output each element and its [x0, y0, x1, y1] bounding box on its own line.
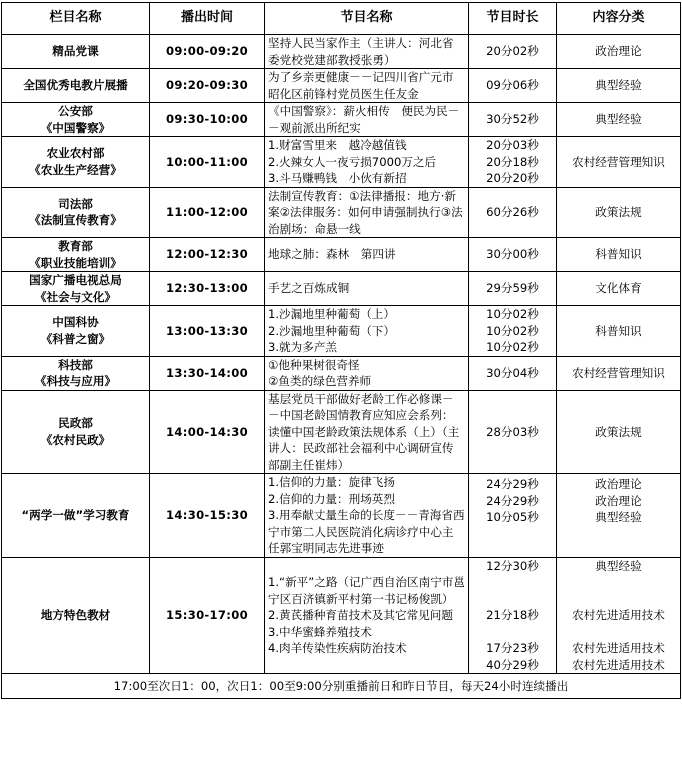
program-name: 3.就为多产羔	[268, 340, 338, 354]
duration-cell	[469, 306, 557, 357]
broadcast-time: 14:30-15:30	[150, 474, 265, 558]
column-name: 精品党课	[52, 44, 99, 59]
duration-cell	[469, 356, 557, 390]
duration: 29分59秒	[486, 281, 539, 296]
program-cell	[265, 69, 469, 103]
category: 农村经营管理知识	[572, 365, 665, 380]
column-subtitle: 《中国警察》	[40, 120, 111, 135]
program-cell	[265, 306, 469, 357]
category: 政策法规	[595, 424, 642, 439]
program-cell	[265, 272, 469, 306]
broadcast-time: 12:30-13:00	[150, 272, 265, 306]
duration-cell	[469, 272, 557, 306]
program-cell	[265, 238, 469, 272]
duration-cell	[469, 187, 557, 238]
column-name-cell	[2, 356, 150, 390]
duration: 20分18秒	[486, 154, 539, 169]
program-name: 3.中华蜜蜂养殖技术	[268, 624, 372, 639]
spacer	[472, 624, 553, 641]
column-name: 国家广播电视总局	[29, 273, 122, 287]
category-cell	[557, 103, 681, 137]
program-name: ①他种果树很奇怪	[268, 357, 360, 372]
broadcast-time: 13:00-13:30	[150, 306, 265, 357]
column-subtitle: 《科普之窗》	[40, 331, 111, 346]
column-name: 全国优秀电教片展播	[23, 78, 128, 93]
column-name-cell	[2, 137, 150, 188]
duration: 30分00秒	[486, 247, 539, 262]
column-name-cell	[2, 35, 150, 69]
category: 政策法规	[595, 205, 642, 219]
table-row	[2, 35, 681, 69]
program-name: 为了乡亲更健康－－记四川省广元市昭化区前锋村党员医生任友金	[268, 70, 454, 101]
broadcast-time: 09:00-09:20	[150, 35, 265, 69]
category: 政治理论	[595, 44, 642, 59]
category-cell	[557, 69, 681, 103]
column-name-cell	[2, 557, 150, 674]
duration: 20分20秒	[486, 171, 539, 185]
duration: 60分26秒	[486, 205, 539, 219]
duration: 28分03秒	[486, 424, 539, 439]
program-name: 1.沙漏地里种葡萄（上）	[268, 307, 395, 321]
program-name: 2.火辣女人一夜亏损7000万之后	[268, 154, 437, 169]
duration: 09分06秒	[486, 78, 539, 93]
broadcast-time: 11:00-12:00	[150, 187, 265, 238]
program-name: 法制宣传教育：①法律播报：地方·新案②法律服务：如何申请强制执行③法治剧场：命悬一线	[268, 188, 463, 236]
category-cell	[557, 356, 681, 390]
category: 典型经验	[595, 510, 642, 524]
broadcast-time: 15:30-17:00	[150, 557, 265, 674]
program-name: 1.财富雪里来 越冷越值钱	[268, 138, 407, 152]
program-name: 4.肉羊传染性疾病防治技术	[268, 641, 407, 655]
table-row	[2, 272, 681, 306]
category: 科普知识	[595, 323, 642, 338]
column-name-cell	[2, 474, 150, 558]
broadcast-schedule-table	[1, 2, 681, 699]
program-cell	[265, 187, 469, 238]
broadcast-time: 09:20-09:30	[150, 69, 265, 103]
duration-cell	[469, 390, 557, 474]
column-subtitle: 《社会与文化》	[34, 289, 117, 304]
category: 农村先进适用技术	[572, 641, 665, 655]
category: 农村先进适用技术	[572, 608, 665, 622]
category: 政治理论	[595, 493, 642, 508]
duration: 20分03秒	[486, 138, 539, 152]
header-program-name: 节目名称	[265, 3, 469, 35]
column-name: 司法部	[58, 196, 93, 211]
duration: 30分04秒	[486, 365, 539, 380]
duration: 30分52秒	[486, 112, 539, 127]
broadcast-time: 14:00-14:30	[150, 390, 265, 474]
category: 农村先进适用技术	[572, 657, 665, 672]
category-cell	[557, 187, 681, 238]
header-broadcast-time: 播出时间	[150, 3, 265, 35]
category-cell	[557, 272, 681, 306]
column-subtitle: 《科技与应用》	[34, 374, 117, 388]
footer-row	[2, 674, 681, 699]
duration-cell	[469, 557, 557, 674]
program-cell	[265, 557, 469, 674]
category-cell	[557, 557, 681, 674]
column-name: 农业农村部	[46, 146, 105, 161]
spacer	[472, 574, 553, 607]
duration-cell	[469, 35, 557, 69]
column-name-cell	[2, 306, 150, 357]
program-name: 基层党员干部做好老龄工作必修课－－中国老龄国情教育应知应会系列：读懂中国老龄政策法规体系（上）（主讲人：民政部社会福利中心调研宣传部副主任崔炜）	[268, 391, 460, 472]
header-column-name: 栏目名称	[2, 3, 150, 35]
program-cell	[265, 103, 469, 137]
table-row	[2, 238, 681, 272]
broadcast-time: 13:30-14:00	[150, 356, 265, 390]
program-name: 手艺之百炼成铜	[268, 281, 350, 296]
column-subtitle: 《法制宣传教育》	[29, 213, 122, 228]
column-name-cell	[2, 238, 150, 272]
column-name: “两学一做”学习教育	[21, 508, 130, 522]
column-subtitle: 《农业生产经营》	[29, 162, 122, 177]
program-name: 2.信仰的力量：刑场英烈	[268, 491, 395, 506]
program-name: 2.黄芪播种育苗技术及其它常见问题	[268, 608, 453, 622]
column-name: 教育部	[58, 239, 93, 253]
category: 科普知识	[595, 247, 642, 262]
program-cell	[265, 356, 469, 390]
column-name-cell	[2, 390, 150, 474]
column-name-cell	[2, 69, 150, 103]
category-cell	[557, 390, 681, 474]
column-name: 地方特色教材	[40, 608, 111, 622]
broadcast-time: 12:00-12:30	[150, 238, 265, 272]
column-subtitle: 《职业技能培训》	[29, 255, 122, 270]
program-name: 《中国警察》：薪火相传 便民为民－－观前派出所纪实	[268, 104, 460, 135]
column-name-cell	[2, 103, 150, 137]
duration: 10分05秒	[486, 510, 539, 524]
column-subtitle: 《农村民政》	[40, 432, 111, 447]
table-row	[2, 557, 681, 674]
category: 典型经验	[595, 112, 642, 127]
duration: 20分02秒	[486, 44, 539, 59]
category-cell	[557, 306, 681, 357]
broadcast-time: 10:00-11:00	[150, 137, 265, 188]
duration: 40分29秒	[486, 657, 539, 672]
duration: 21分18秒	[486, 608, 539, 622]
table-row	[2, 103, 681, 137]
duration: 10分02秒	[486, 307, 539, 321]
duration: 24分29秒	[486, 477, 539, 491]
header-row	[2, 3, 681, 35]
duration: 17分23秒	[486, 641, 539, 655]
program-name: ②鱼类的绿色营养师	[268, 374, 372, 388]
program-name: 地球之肺：森林 第四讲	[268, 247, 396, 262]
broadcast-time: 09:30-10:00	[150, 103, 265, 137]
spacer	[560, 574, 677, 607]
column-name-cell	[2, 187, 150, 238]
category-cell	[557, 474, 681, 558]
program-cell	[265, 474, 469, 558]
duration-cell	[469, 238, 557, 272]
column-name-cell	[2, 272, 150, 306]
column-name: 公安部	[58, 104, 93, 118]
category-cell	[557, 238, 681, 272]
program-cell	[265, 35, 469, 69]
duration-cell	[469, 103, 557, 137]
column-name: 中国科协	[52, 315, 99, 330]
category-cell	[557, 137, 681, 188]
category: 农村经营管理知识	[572, 154, 665, 169]
spacer	[560, 624, 677, 641]
duration: 12分30秒	[486, 558, 539, 573]
program-name: 坚持人民当家作主（主讲人：河北省委党校党建部教授张勇）	[268, 36, 454, 67]
table-row	[2, 390, 681, 474]
category: 典型经验	[595, 78, 642, 93]
duration: 10分02秒	[486, 340, 539, 354]
table-row	[2, 137, 681, 188]
program-name: 3.斗马赚鸭钱 小伙有新招	[268, 171, 407, 185]
table-row	[2, 187, 681, 238]
duration: 10分02秒	[486, 323, 539, 338]
program-cell	[265, 137, 469, 188]
category-cell	[557, 35, 681, 69]
table-row	[2, 69, 681, 103]
table-row	[2, 306, 681, 357]
column-name: 民政部	[58, 416, 93, 431]
category: 文化体育	[595, 281, 642, 296]
program-cell	[265, 390, 469, 474]
category: 典型经验	[595, 558, 642, 573]
category: 政治理论	[595, 477, 642, 491]
program-name: 2.沙漏地里种葡萄（下）	[268, 323, 395, 338]
header-duration: 节目时长	[469, 3, 557, 35]
header-category: 内容分类	[557, 3, 681, 35]
column-name: 科技部	[58, 357, 93, 372]
footer-note: 17:00至次日1：00，次日1：00至9:00分别重播前日和昨日节目，每天24小时连续播出	[2, 674, 681, 699]
duration: 24分29秒	[486, 493, 539, 508]
duration-cell	[469, 137, 557, 188]
table-row	[2, 474, 681, 558]
program-name: 1.信仰的力量：旋律飞扬	[268, 475, 395, 489]
duration-cell	[469, 69, 557, 103]
program-name: 3.用奉献丈量生命的长度－－青海省西宁市第二人民医院消化病诊疗中心主任郭宝明同志先进事迹	[268, 508, 465, 555]
duration-cell	[469, 474, 557, 558]
program-name: 1.“新平”之路（记广西自治区南宁市邕宁区百济镇新平村第一书记杨俊凯）	[268, 575, 465, 606]
table-row	[2, 356, 681, 390]
